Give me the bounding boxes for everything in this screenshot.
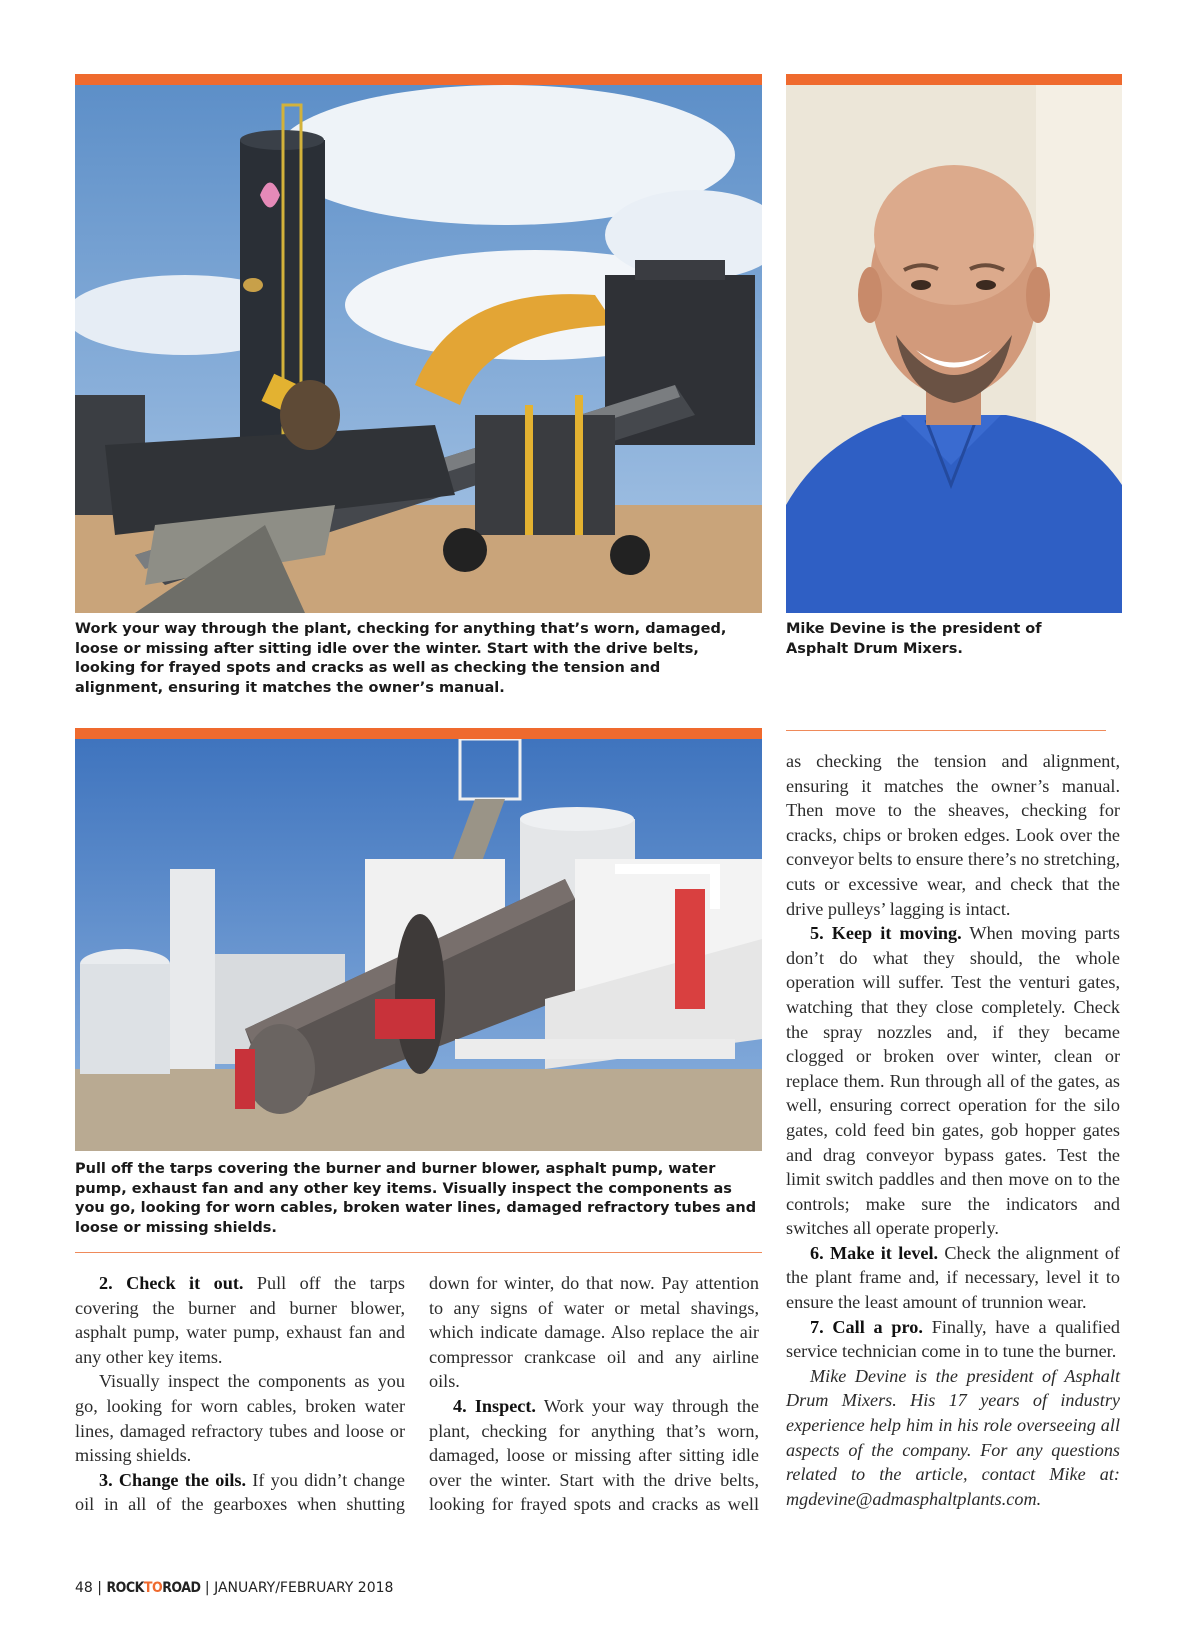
photo-drum-mixer-plant xyxy=(75,739,762,1151)
heading-step-6: 6. Make it level. xyxy=(810,1242,939,1263)
photo-accent-bar-top-right xyxy=(786,74,1122,85)
paragraph-step-4-continued: as checking the tension and alignment, ensuring it matches the owner’s manual. Then move to the sheaves, checking for cracks, chips or broken edges. Look over the conveyor belts to ensure there’s no stretching, cuts or excessive wear, and check that the drive pulleys’ lagging is intact. xyxy=(786,751,1120,919)
photo-accent-bar-top-left xyxy=(75,74,762,85)
author-bio: Mike Devine is the president of Asphalt Drum Mixers. His 17 years of industry experience help him in his role overseeing all aspects of the company. For any questions related to the article, contact Mike at: mgdevine@admasphaltplants.com. xyxy=(786,1365,1120,1509)
page-number: 48 xyxy=(75,1580,93,1596)
caption-plant-top: Work your way through the plant, checking for anything that’s worn, damaged, loose or missing after sitting idle over the winter. Start with the drive belts, looking for frayed spots and cracks as well as checking the tension and alignment, ensuring it matches the owner’s manual. xyxy=(75,621,727,696)
paragraph-step-5: 5. Keep it moving. When moving parts don’t do what they should, the whole operation will suffer. Test the venturi gates, watching that they close completely. Check the spray nozzles and, if they became clogged or broken over winter, clean or replace them. Run through all of the gates, as well, ensuring correct operation for the silo gates, cold feed bin gates, gob hopper gates and drag conveyor bypass gates. Test the limit switch paddles and then move on to the controls; make sure the indicators and switches all operate properly. xyxy=(786,923,1120,1239)
article-column-1 xyxy=(75,1271,405,1518)
caption-portrait: Mike Devine is the president of Asphalt Drum Mixers. xyxy=(786,621,1042,657)
paragraph-step-7: 7. Call a pro. Finally, have a qualified service technician come in to tune the burner. xyxy=(786,1316,1120,1362)
heading-step-5: 5. Keep it moving. xyxy=(810,923,962,944)
divider-right-column xyxy=(786,730,1106,731)
footer-separator-2: | xyxy=(204,1580,210,1596)
photo-mike-devine-portrait xyxy=(786,85,1122,613)
paragraph-step-2: 2. Check it out. Pull off the tarps covering the burner and burner blower, asphalt pump, water pump, exhaust fan and any other key items. xyxy=(75,1273,405,1367)
heading-step-4: 4. Inspect. xyxy=(453,1395,536,1416)
paragraph-step-4: 4. Inspect. Work your way through the plant, checking for anything that’s worn, damaged, loose or missing after sitting idle over the winter. Start with the drive belts, looking for frayed spots and cracks as well xyxy=(429,1395,759,1515)
paragraph-step-3-continued: down for winter, do that now. Pay attention to any signs of water or metal shavings, which indicate damage. Also replace the air compressor crankcase oil and any airline oils. xyxy=(429,1273,759,1392)
issue-date: JANUARY/FEBRUARY 2018 xyxy=(214,1580,394,1596)
paragraph-step-3: 3. Change the oils. If you didn’t change oil in all of the gearboxes when shutting xyxy=(75,1469,405,1515)
divider-left-columns xyxy=(75,1252,762,1253)
photo-asphalt-plant-silo xyxy=(75,85,762,613)
heading-step-7: 7. Call a pro. xyxy=(810,1316,923,1337)
photo-accent-bar-middle xyxy=(75,728,762,739)
magazine-logo: ROCKTOROAD xyxy=(106,1580,201,1596)
footer-separator: | xyxy=(97,1580,102,1596)
article-column-2 xyxy=(429,1271,759,1517)
page-footer xyxy=(75,1580,393,1596)
paragraph-step-6: 6. Make it level. Check the alignment of the plant frame and, if necessary, level it to ensure the least amount of trunnion wear. xyxy=(786,1242,1120,1313)
paragraph-step-2-inspect: Visually inspect the components as you go, looking for worn cables, broken water lines, damaged refractory tubes and loose or missing shields. xyxy=(75,1371,405,1466)
heading-step-3: 3. Change the oils. xyxy=(99,1469,247,1490)
caption-plant-bottom: Pull off the tarps covering the burner and burner blower, asphalt pump, water pump, exhaust fan and any other key items. Visually inspect the components as you go, looking for worn cables, broken water lines, damaged refractory tubes and loose or missing shields. xyxy=(75,1161,757,1236)
heading-step-2: 2. Check it out. xyxy=(99,1273,244,1293)
article-column-3 xyxy=(786,749,1120,1511)
